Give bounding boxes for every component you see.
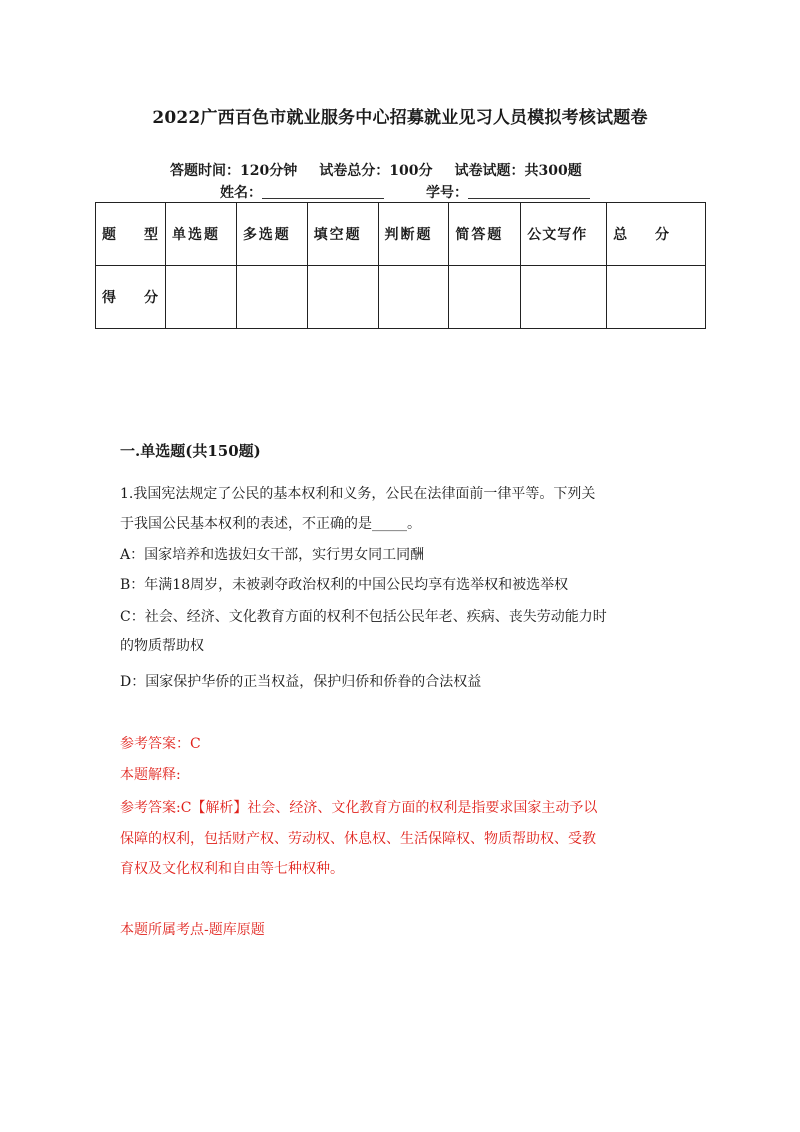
score-cell-writing: 公文写作 [521, 203, 607, 266]
name-label: 姓名： [220, 185, 262, 201]
score-input-judge[interactable] [378, 266, 449, 329]
score-row-label: 得 分 [96, 266, 166, 329]
score-cell-short: 简答题 [449, 203, 521, 266]
name-blank [262, 184, 384, 199]
id-label: 学号： [426, 185, 468, 201]
score-cell-single: 单选题 [165, 203, 236, 266]
exam-meta [170, 160, 582, 180]
option-c-line-1: C：社会、经济、文化教育方面的权利不包括公民年老、疾病、丧失劳动能力时 [120, 609, 607, 625]
score-input-single[interactable] [165, 266, 236, 329]
score-cell-fill: 填空题 [307, 203, 378, 266]
question-text-line-2: 于我国公民基本权利的表述，不正确的是_____。 [120, 516, 421, 532]
name-id-line [220, 182, 590, 202]
section-title: 一.单选题(共150题) [120, 442, 261, 460]
exam-title: 2022广西百色市就业服务中心招募就业见习人员模拟考核试题卷 [152, 108, 648, 128]
id-blank [468, 184, 590, 199]
score-cell-total: 总 分 [607, 203, 706, 266]
topic-note: 本题所属考点-题库原题 [120, 922, 265, 938]
option-b: B：年满18周岁，未被剥夺政治权利的中国公民均享有选举权和被选举权 [120, 577, 569, 593]
total-score: 试卷总分：100分 [319, 163, 433, 179]
score-table-score-row [96, 266, 706, 329]
option-c-line-2: 的物质帮助权 [120, 638, 204, 654]
option-a: A：国家培养和选拔妇女干部，实行男女同工同酬 [120, 547, 425, 563]
score-cell-type: 题 型 [96, 203, 166, 266]
score-input-writing[interactable] [521, 266, 607, 329]
reference-answer: 参考答案：C [120, 736, 201, 752]
score-table [95, 202, 706, 329]
option-d: D：国家保护华侨的正当权益，保护归侨和侨眷的合法权益 [120, 674, 482, 690]
score-input-total[interactable] [607, 266, 706, 329]
explanation-line-2: 保障的权利，包括财产权、劳动权、休息权、生活保障权、物质帮助权、受教 [120, 831, 596, 847]
total-questions: 试卷试题：共300题 [454, 163, 582, 179]
question-text-line-1: 1.我国宪法规定了公民的基本权利和义务，公民在法律面前一律平等。下列关 [120, 486, 596, 502]
explanation-line-1: 参考答案:C【解析】社会、经济、文化教育方面的权利是指要求国家主动予以 [120, 800, 598, 816]
answer-time: 答题时间：120分钟 [170, 163, 298, 179]
score-cell-multi: 多选题 [236, 203, 307, 266]
score-input-multi[interactable] [236, 266, 307, 329]
score-input-short[interactable] [449, 266, 521, 329]
explanation-label: 本题解释: [120, 767, 181, 783]
score-cell-judge: 判断题 [378, 203, 449, 266]
explanation-line-3: 育权及文化权利和自由等七种权种。 [120, 861, 344, 877]
score-table-header-row [96, 203, 706, 266]
score-input-fill[interactable] [307, 266, 378, 329]
